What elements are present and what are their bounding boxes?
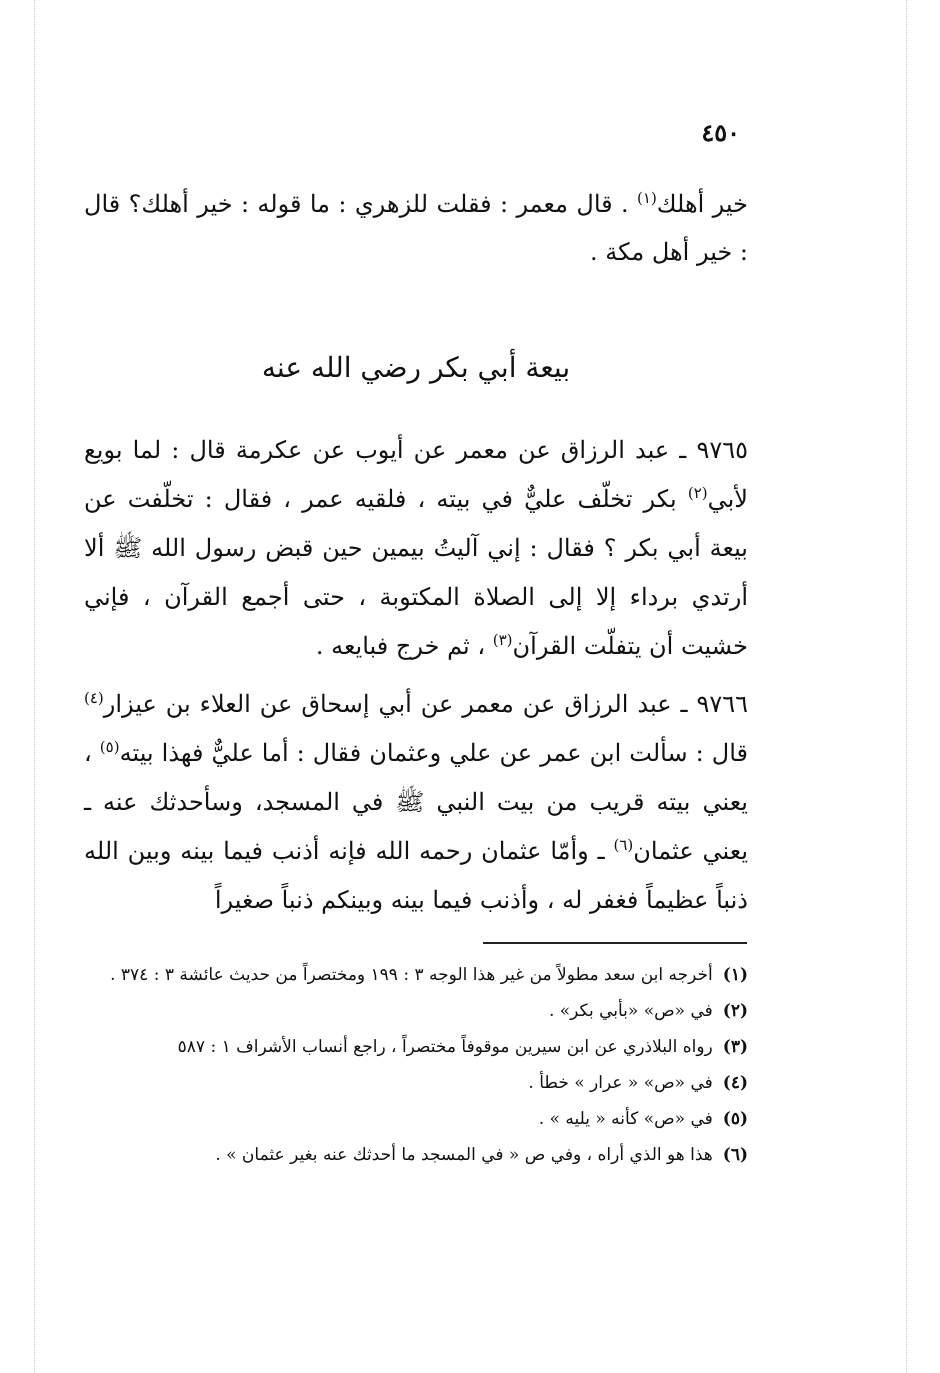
footnote-4 <box>84 1070 748 1097</box>
footnote-number: (٤) <box>722 1073 748 1093</box>
section-title: بيعة أبي بكر رضي الله عنه <box>261 351 571 384</box>
top-paragraph <box>84 180 748 276</box>
footnote-ref-6: (٦) <box>613 836 634 854</box>
footnote-5 <box>84 1106 748 1133</box>
footnote-text: رواه البلاذري عن ابن سيرين موقوفاً مختصراً ، راجع أنساب الأشراف ١ : ٥٨٧ <box>177 1037 713 1057</box>
hadith-9766-text-3: ، يعني بيته قريب من بيت النبي ﷺ في المسجد، وسأحدثك عنه ـ يعني عثمان <box>84 739 749 865</box>
page-edge-line-left <box>34 0 35 1373</box>
hadith-9765-text-3: ، ثم خرج فبايعه . <box>315 632 493 660</box>
footnote-text: هذا هو الذي أراه ، وفي ص « في المسجد ما أحدثك عنه بغير عثمان » . <box>215 1145 713 1165</box>
page-number: ٤٥٠ <box>701 118 740 147</box>
hadith-9765 <box>84 426 748 671</box>
footnote-text: أخرجه ابن سعد مطولاً من غير هذا الوجه ٣ : ١٩٩ ومختصراً من حديث عائشة ٣ : ٣٧٤ . <box>110 965 713 985</box>
page-edge-line-right <box>906 0 907 1373</box>
hadith-9766 <box>84 680 748 925</box>
footnote-number: (٢) <box>722 1001 748 1021</box>
footnote-ref-5: (٥) <box>99 738 120 756</box>
footnote-number: (٥) <box>722 1109 748 1129</box>
top-paragraph-text-1: خير أهلك <box>656 190 749 218</box>
hadith-9766-text-2: قال : سألت ابن عمر عن علي وعثمان فقال : أما عليٌّ فهذا بيته <box>119 739 748 767</box>
footnote-ref-4: (٤) <box>84 689 104 707</box>
footnote-ref-2: (٢) <box>687 484 708 502</box>
footnote-text: في «ص» «بأبي بكر» . <box>548 1001 713 1021</box>
hadith-9766-text-4: ـ وأمّا عثمان رحمه الله فإنه أذنب فيما بينه وبين الله ذنباً عظيماً فغفر له ، وأذنب فيما بينه وبينكم ذنباً صغيراً <box>84 837 748 914</box>
hadith-9765-text-1: ٩٧٦٥ ـ عبد الرزاق عن معمر عن أيوب عن عكرمة قال : لما بويع لأبي <box>84 436 748 513</box>
footnote-text: في «ص» « عرار » خطأ . <box>528 1073 713 1093</box>
footnote-6 <box>84 1142 748 1169</box>
footnote-number: (٣) <box>722 1037 748 1057</box>
hadith-9765-text-2: بكر تخلّف عليٌّ في بيته ، فلقيه عمر ، فقال : تخلّفت عن بيعة أبي بكر ؟ فقال : إني آليتُ بيمين حين قبض رسول الله ﷺ ألا أرتدي برداء إلا إلى الصلاة المكتوبة ، حتى أجمع القرآن ، فإني خشيت أن يتفلّت القرآن <box>84 485 748 660</box>
footnote-text: في «ص» كأنه « يليه » . <box>538 1109 713 1129</box>
footnote-ref-1: (١) <box>637 189 657 207</box>
footnote-number: (١) <box>722 965 748 985</box>
footnote-number: (٦) <box>722 1145 748 1165</box>
footnote-ref-3: (٣) <box>492 631 513 649</box>
footnotes-section <box>84 962 748 1178</box>
hadith-9766-text-1: ٩٧٦٦ ـ عبد الرزاق عن معمر عن أبي إسحاق عن العلاء بن عيزار <box>103 690 748 718</box>
footnote-1 <box>84 962 748 989</box>
footnote-3 <box>84 1034 748 1061</box>
top-paragraph-text-2: . قال معمر : فقلت للزهري : ما قوله : خير أهلك؟ قال : خير أهل مكة . <box>84 190 748 266</box>
footnote-divider <box>483 942 747 944</box>
footnote-2 <box>84 998 748 1025</box>
